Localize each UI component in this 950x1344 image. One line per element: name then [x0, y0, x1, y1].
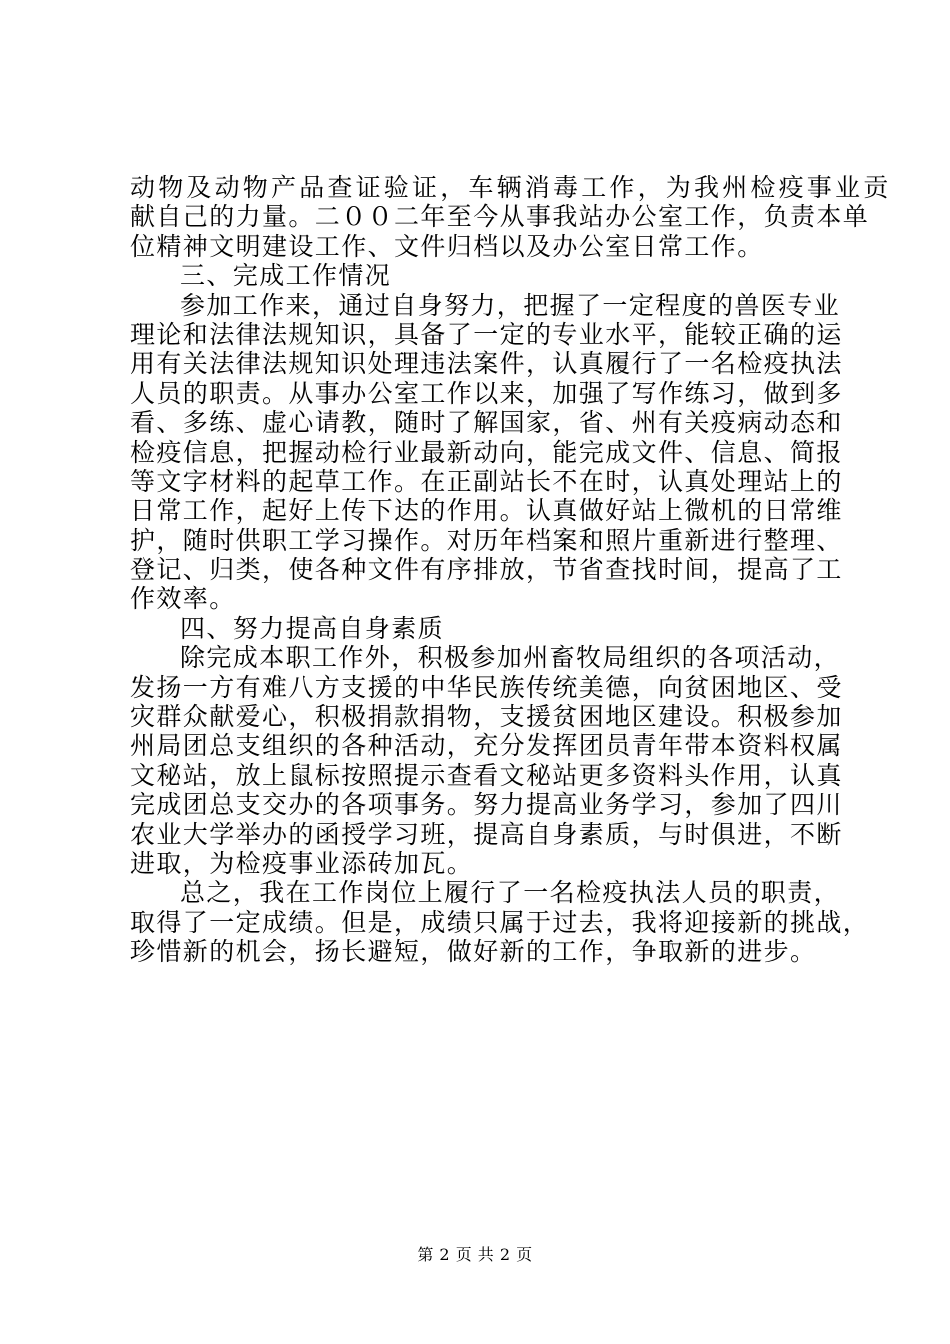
text-line: 取得了一定成绩。但是，成绩只属于过去，我将迎接新的挑战，	[130, 907, 870, 937]
text-line: 进取，为检疫事业添砖加瓦。	[130, 848, 474, 878]
text-line: 登记、归类，使各种文件有序排放，节省查找时间，提高了工	[130, 555, 843, 585]
text-line: 人员的职责。从事办公室工作以来，加强了写作练习，做到多	[130, 378, 843, 408]
text-line: 护，随时供职工学习操作。对历年档案和照片重新进行整理、	[130, 525, 843, 555]
text-line: 参加工作来，通过自身努力，把握了一定程度的兽医专业	[180, 290, 841, 320]
text-line: 除完成本职工作外，积极参加州畜牧局组织的各项活动，	[180, 643, 841, 673]
text-line: 三、完成工作情况	[180, 261, 392, 291]
text-line: 看、多练、虚心请教，随时了解国家，省、州有关疫病动态和	[130, 408, 843, 438]
text-line: 动物及动物产品查证验证，车辆消毒工作，为我州检疫事业贡	[130, 173, 892, 202]
text-line: 州局团总支组织的各种活动，充分发挥团员青年带本资料权属	[130, 731, 843, 761]
text-line: 理论和法律法规知识，具备了一定的专业水平，能较正确的运	[130, 319, 843, 349]
text-line: 检疫信息，把握动检行业最新动向，能完成文件、信息、简报	[130, 437, 843, 467]
text-line: 农业大学举办的函授学习班，提高自身素质，与时俱进，不断	[130, 819, 843, 849]
text-line: 日常工作，起好上传下达的作用。认真做好站上微机的日常维	[130, 496, 843, 526]
page-footer: 第 2 页 共 2 页	[417, 1245, 533, 1264]
text-line: 等文字材料的起草工作。在正副站长不在时，认真处理站上的	[130, 466, 843, 496]
text-line: 四、努力提高自身素质	[180, 613, 445, 643]
text-line: 珍惜新的机会，扬长避短，做好新的工作，争取新的进步。	[130, 937, 817, 967]
text-line: 位精神文明建设工作、文件归档以及办公室日常工作。	[130, 231, 764, 261]
text-line: 用有关法律法规知识处理违法案件，认真履行了一名检疫执法	[130, 349, 843, 379]
document-body	[130, 173, 892, 967]
text-line: 发扬一方有难八方支援的中华民族传统美德，向贫困地区、受	[130, 672, 843, 702]
text-line: 灾群众献爱心，积极捐款捐物，支援贫困地区建设。积极参加	[130, 702, 843, 732]
text-line: 作效率。	[130, 584, 236, 614]
text-line: 总之，我在工作岗位上履行了一名检疫执法人员的职责，	[180, 878, 841, 908]
text-line: 献自己的力量。二００二年至今从事我站办公室工作，负责本单	[130, 202, 870, 232]
text-line: 完成团总支交办的各项事务。努力提高业务学习，参加了四川	[130, 790, 843, 820]
text-line: 文秘站，放上鼠标按照提示查看文秘站更多资料头作用，认真	[130, 760, 843, 790]
